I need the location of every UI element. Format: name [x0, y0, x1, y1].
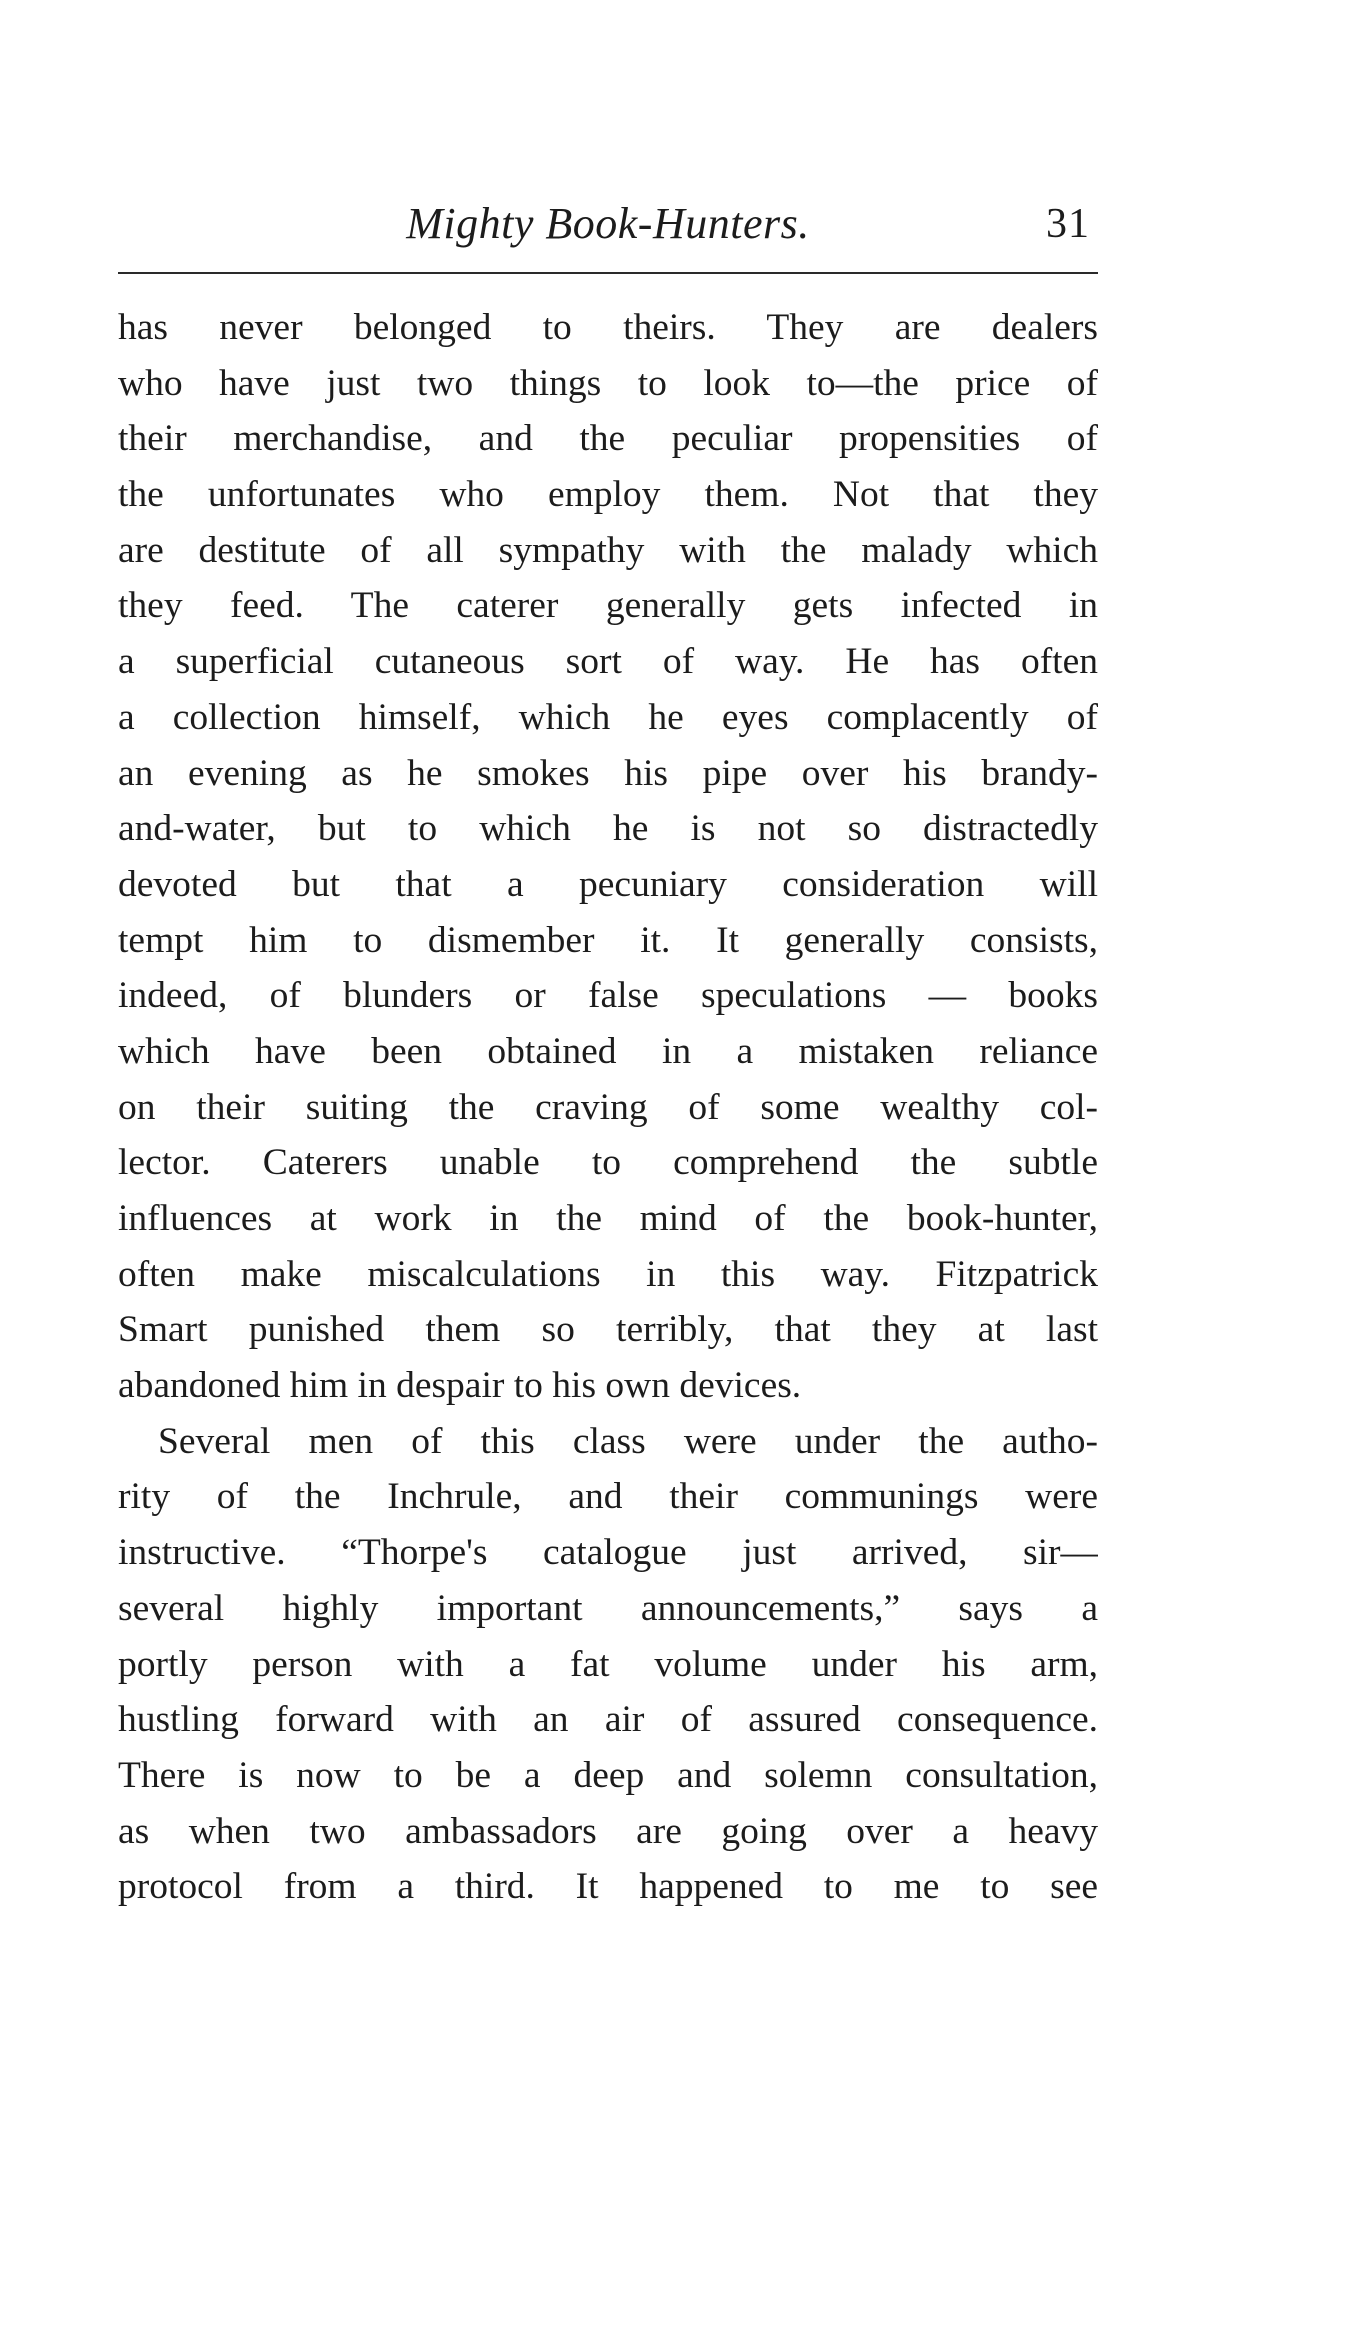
text-line: indeed, of blunders or false speculations — books [118, 975, 1098, 1017]
text-line: devoted but that a pecuniary consideration will [118, 863, 1098, 905]
text-line: a superficial cutaneous sort of way. He has often [118, 641, 1098, 683]
text-line: several highly important announcements,” says a [118, 1587, 1098, 1629]
text-line: tempt him to dismember it. It generally consists, [118, 919, 1098, 961]
text-line: lector. Caterers unable to comprehend the subtle [118, 1142, 1098, 1184]
text-line: and-water, but to which he is not so distractedly [118, 808, 1098, 850]
running-title: Mighty Book-Hunters. [406, 199, 810, 248]
text-line: who have just two things to look to—the price of [118, 362, 1098, 404]
text-line: Several men of this class were under the autho- [158, 1420, 1098, 1462]
text-line: protocol from a third. It happened to me to see [118, 1866, 1098, 1908]
text-line: an evening as he smokes his pipe over his brandy- [118, 752, 1098, 794]
text-line: abandoned him in despair to his own devices. [118, 1365, 802, 1407]
text-line: are destitute of all sympathy with the malady which [118, 529, 1098, 571]
text-line: There is now to be a deep and solemn consultation, [118, 1754, 1098, 1796]
text-line: portly person with a fat volume under his arm, [118, 1643, 1098, 1685]
page-number: 31 [1046, 201, 1090, 247]
text-line: which have been obtained in a mistaken reliance [118, 1030, 1098, 1072]
text-line: often make miscalculations in this way. Fitzpatrick [118, 1253, 1098, 1295]
header-rule [118, 272, 1098, 274]
text-line: the unfortunates who employ them. Not that they [118, 474, 1098, 516]
text-line: rity of the Inchrule, and their communings were [118, 1476, 1098, 1518]
text-line: on their suiting the craving of some wealthy col- [118, 1086, 1098, 1128]
body-text [118, 300, 1098, 1915]
paragraph [118, 300, 1098, 1414]
paragraph [118, 1414, 1098, 1915]
text-line: has never belonged to theirs. They are dealers [118, 307, 1098, 348]
text-line: influences at work in the mind of the book-hunter, [118, 1198, 1098, 1239]
running-head [118, 190, 1098, 260]
text-line: instructive. “Thorpe's catalogue just arrived, sir— [118, 1532, 1098, 1574]
text-line: as when two ambassadors are going over a heavy [118, 1810, 1098, 1852]
text-line: their merchandise, and the peculiar propensities of [118, 418, 1098, 460]
text-line: they feed. The caterer generally gets infected in [118, 585, 1098, 627]
text-line: hustling forward with an air of assured consequence. [118, 1699, 1098, 1741]
text-line: a collection himself, which he eyes complacently of [118, 696, 1098, 738]
text-line: Smart punished them so terribly, that they at last [118, 1309, 1098, 1351]
